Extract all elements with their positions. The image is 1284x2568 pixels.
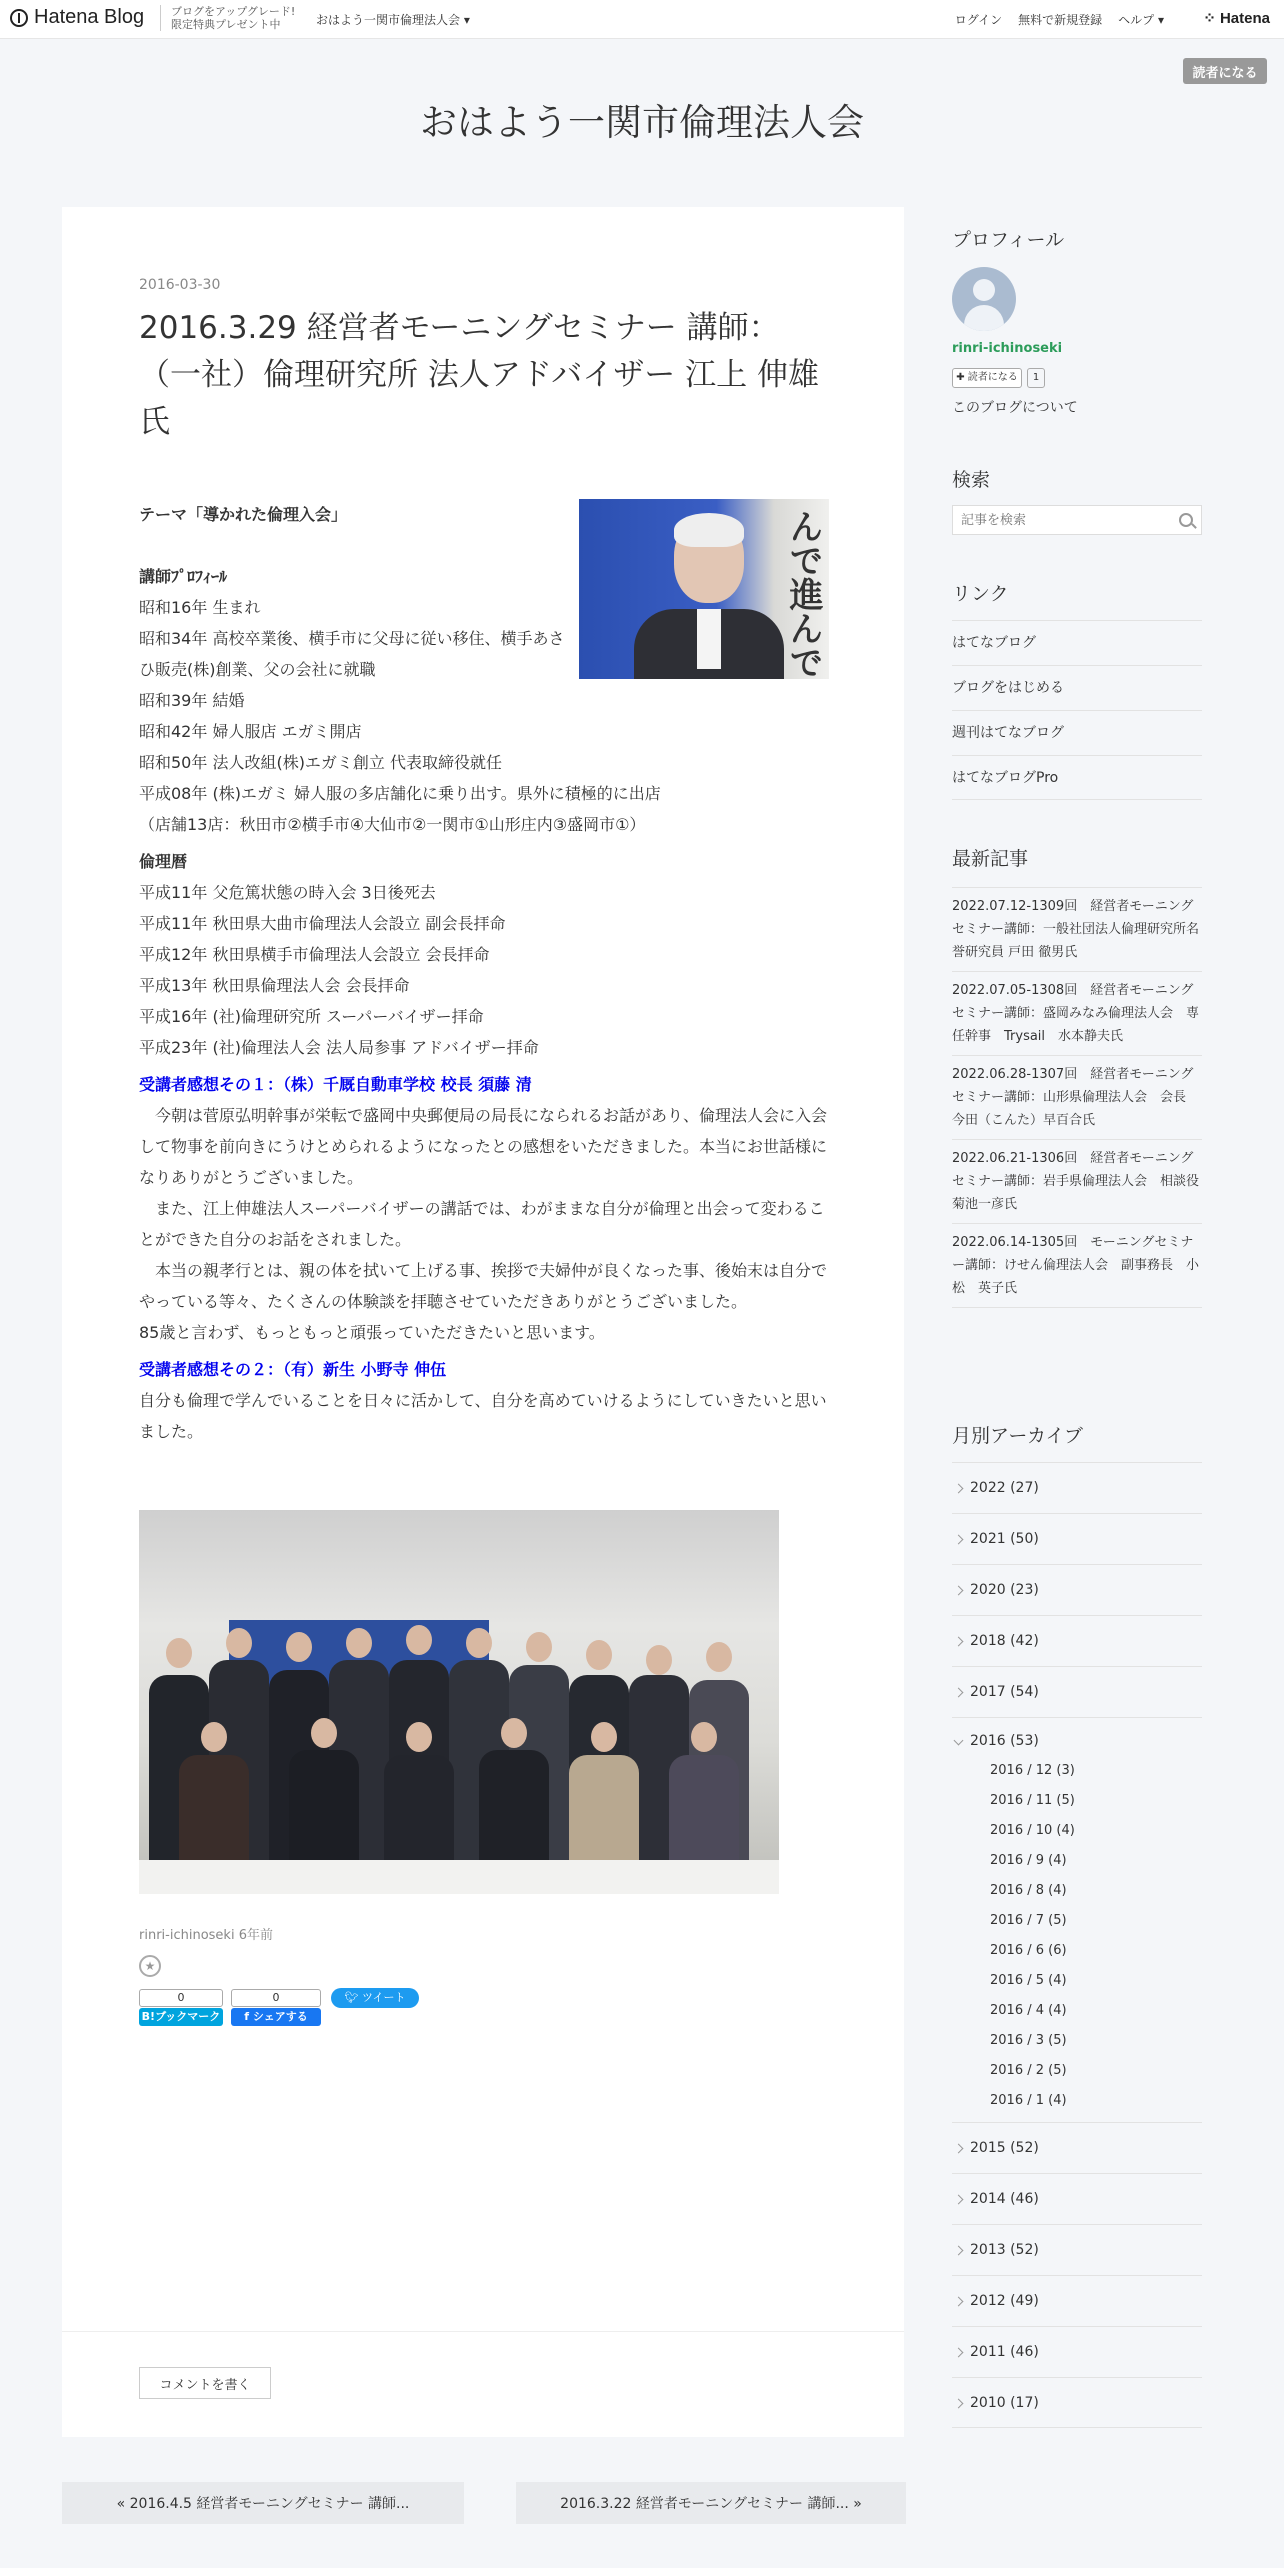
- profile-line: 昭和42年 婦人服店 エガミ開店: [139, 722, 362, 741]
- archive-month[interactable]: 2016 / 2 (5): [990, 2063, 1067, 2078]
- rinri-line: 平成11年 秋田県大曲市倫理法人会設立 副会長拝命: [139, 914, 506, 933]
- global-header: [0, 0, 1284, 39]
- profile-username[interactable]: rinri-ichinoseki: [952, 341, 1063, 356]
- recent-entries-list: [952, 887, 1213, 1308]
- blog-menu-dropdown[interactable]: おはよう一関市倫理法人会 ▾: [316, 13, 470, 27]
- archive-month[interactable]: 2016 / 12 (3): [990, 1763, 1075, 1778]
- archive-heading: 月別アーカイブ: [952, 1425, 1083, 1447]
- rinri-line: 平成13年 秋田県倫理法人会 会長拝命: [139, 976, 410, 995]
- archive-year[interactable]: 2015 (52): [952, 2122, 1202, 2173]
- links-list: [952, 620, 1202, 800]
- signup-link[interactable]: 無料で新規登録: [1018, 13, 1103, 27]
- facebook-share-button[interactable]: [231, 1989, 321, 2026]
- lecturer-photo: [579, 499, 829, 679]
- subscriber-count[interactable]: 1: [1027, 368, 1045, 388]
- archive-year[interactable]: 2020 (23): [952, 1564, 1202, 1615]
- bookmark-count: 0: [139, 1989, 223, 2007]
- comment-divider: [62, 2331, 904, 2332]
- archive-year[interactable]: 2014 (46): [952, 2173, 1202, 2224]
- hatena-logo-icon: [10, 9, 28, 27]
- rinri-line: 平成16年 (社)倫理研究所 スーパーバイザー拝命: [139, 1007, 484, 1026]
- photo-hair: [674, 513, 744, 547]
- rinri-line: 平成12年 秋田県横手市倫理法人会設立 会長拝命: [139, 945, 490, 964]
- entry-article: [62, 207, 904, 2437]
- bookmark-button[interactable]: [139, 1989, 223, 2026]
- photo-face: [591, 1722, 617, 1752]
- archive-year[interactable]: 2011 (46): [952, 2326, 1202, 2377]
- share-count: 0: [231, 1989, 321, 2007]
- search-input[interactable]: [959, 506, 1163, 534]
- profile-line: 平成08年 (株)エガミ 婦人服の多店舗化に乗り出す。県外に積極的に出店: [139, 784, 661, 803]
- impression1-paragraph: また、江上伸雄法人スーパーバイザーの講話では、わがままな自分が倫理と出会って変わることができた自分のお話をされました。: [139, 1199, 825, 1249]
- prev-entry-link[interactable]: « 2016.4.5 経営者モーニングセミナー 講師...: [62, 2482, 464, 2524]
- photo-face: [201, 1722, 227, 1752]
- promo-line-1: ブログをアップグレード!: [171, 5, 296, 18]
- recent-entry-link[interactable]: 2022.06.28-1307回 経営者モーニングセミナー講師：山形県倫理法人会 会長 今田（こんた）早百合氏: [952, 1055, 1202, 1139]
- search-heading: 検索: [952, 469, 991, 491]
- impression1-paragraph: 85歳と言わず、もっともっと頑張っていただきたいと思います。: [139, 1323, 605, 1342]
- hatena-dots-icon: ⁘: [1203, 10, 1220, 27]
- profile-line: （店舗13店：秋田市②横手市④大仙市②一関市①山形庄内③盛岡市①）: [139, 815, 646, 834]
- photo-shirt: [697, 609, 721, 669]
- recent-entry-link[interactable]: 2022.06.21-1306回 経営者モーニングセミナー講師：岩手県倫理法人会 相談役 菊池一彦氏: [952, 1139, 1202, 1223]
- archive-month[interactable]: 2016 / 10 (4): [990, 1823, 1075, 1838]
- avatar-head-shape: [973, 279, 995, 301]
- avatar-body-shape: [964, 305, 1004, 331]
- sidebar-subscribe-button[interactable]: ✚ 読者になる: [952, 368, 1022, 388]
- archive-year[interactable]: 2022 (27): [952, 1462, 1202, 1513]
- tweet-label: ツイート: [362, 1991, 406, 2004]
- upgrade-promo[interactable]: [160, 5, 295, 31]
- hatena-blog-logo[interactable]: [10, 6, 144, 29]
- links-heading: リンク: [952, 583, 1009, 605]
- archive-month[interactable]: 2016 / 3 (5): [990, 2033, 1067, 2048]
- photo-face: [526, 1632, 552, 1662]
- link-item[interactable]: 週刊はてなブログ: [952, 710, 1202, 755]
- photo-face: [466, 1628, 492, 1658]
- impression1-paragraph: 本当の親孝行とは、親の体を拭いて上げる事、挨拶で夫婦仲が良くなった事、後始末は自分でやっている等々、たくさんの体験談を拝聴させていただきありがとうございました。: [139, 1261, 828, 1311]
- archive-year[interactable]: 2016 (53): [952, 1718, 1202, 1756]
- impression1-paragraph: 今朝は菅原弘明幹事が栄転で盛岡中央郵便局の局長になられるお話があり、倫理法人会に入会して物事を前向きにうけとめられるようになったとの感想をいただきました。本当にお世話様になりありがとうございました。: [139, 1106, 828, 1187]
- help-menu[interactable]: ヘルプ ▾: [1118, 13, 1164, 27]
- promo-line-2: 限定特典プレゼント中: [171, 18, 281, 31]
- archive-year[interactable]: 2012 (49): [952, 2275, 1202, 2326]
- logo-text: Hatena Blog: [34, 6, 145, 28]
- archive-month[interactable]: 2016 / 5 (4): [990, 1973, 1067, 1988]
- archive-month[interactable]: 2016 / 8 (4): [990, 1883, 1067, 1898]
- archive-month[interactable]: 2016 / 11 (5): [990, 1793, 1075, 1808]
- photo-face: [586, 1640, 612, 1670]
- next-entry-link[interactable]: 2016.3.22 経営者モーニングセミナー 講師... »: [516, 2482, 906, 2524]
- photo-face: [346, 1628, 372, 1658]
- profile-line: 昭和16年 生まれ: [139, 598, 261, 617]
- archive-month[interactable]: 2016 / 7 (5): [990, 1913, 1067, 1928]
- photo-face: [166, 1638, 192, 1668]
- photo-foreground-table: [139, 1860, 779, 1894]
- link-item[interactable]: ブログをはじめる: [952, 665, 1202, 710]
- entry-author-time[interactable]: rinri-ichinoseki 6年前: [139, 1928, 273, 1943]
- link-item[interactable]: はてなブログPro: [952, 755, 1202, 800]
- share-label: f シェアする: [231, 2008, 321, 2026]
- entry-date[interactable]: 2016-03-30: [139, 277, 221, 293]
- photo-face: [501, 1718, 527, 1748]
- search-icon[interactable]: [1179, 513, 1193, 527]
- entry-body: [139, 499, 829, 1447]
- photo-face: [646, 1645, 672, 1675]
- link-item[interactable]: はてなブログ: [952, 620, 1202, 665]
- impression2-text: 自分も倫理で学んでいることを日々に活かして、自分を高めていけるようにしていきたいと思いました。: [139, 1391, 827, 1441]
- photo-banner-text: んで進んで: [783, 509, 823, 679]
- blog-title[interactable]: おはよう一関市倫理法人会: [420, 101, 864, 144]
- photo-face: [286, 1632, 312, 1662]
- profile-line: 昭和50年 法人改組(株)エガミ創立 代表取締役就任: [139, 753, 503, 772]
- archive-month[interactable]: 2016 / 4 (4): [990, 2003, 1067, 2018]
- recent-entry-link[interactable]: 2022.07.05-1308回 経営者モーニングセミナー講師：盛岡みなみ倫理法人会 専任幹事 Trysail 水本静夫氏: [952, 971, 1202, 1055]
- profile-line: 昭和39年 結婚: [139, 691, 245, 710]
- photo-face: [691, 1722, 717, 1752]
- archive-year[interactable]: 2010 (17): [952, 2377, 1202, 2428]
- bookmark-label: B!ブックマーク: [139, 2008, 223, 2026]
- rinri-line: 平成11年 父危篤状態の時入会 3日後死去: [139, 883, 436, 902]
- archive-year[interactable]: 2021 (50): [952, 1513, 1202, 1564]
- archive-month[interactable]: 2016 / 6 (6): [990, 1943, 1067, 1958]
- archive-year[interactable]: 2013 (52): [952, 2224, 1202, 2275]
- archive-year-expanded: [952, 1717, 1202, 2122]
- photo-face: [406, 1722, 432, 1752]
- photo-face: [406, 1625, 432, 1655]
- entry-title[interactable]: 2016.3.29 経営者モーニングセミナー 講師：（一社）倫理研究所 法人アドバイザー 江上 伸雄 氏: [139, 310, 819, 440]
- tweet-button[interactable]: [331, 1988, 419, 2008]
- profile-line: 昭和34年 高校卒業後、横手市に父母に従い移住、横手あさひ販売(株)創業、父の会社に就職: [139, 629, 565, 679]
- archive-month[interactable]: 2016 / 9 (4): [990, 1853, 1067, 1868]
- about-blog-link[interactable]: このブログについて: [952, 400, 1078, 416]
- login-link[interactable]: ログイン: [954, 13, 1003, 27]
- user-avatar[interactable]: [952, 267, 1016, 331]
- hatena-brand-text: Hatena: [1219, 10, 1270, 27]
- theme-line: テーマ「導かれた倫理入会」: [139, 505, 348, 524]
- write-comment-button[interactable]: コメントを書く: [139, 2367, 271, 2399]
- impression1-heading: 受講者感想その１：（株）千厩自動車学校 校長 須藤 清: [139, 1075, 532, 1094]
- archive-months: [952, 1756, 1202, 2122]
- rinri-heading: 倫理暦: [139, 852, 188, 871]
- profile-heading: 講師ﾌﾟﾛﾌｨｰﾙ: [139, 567, 228, 586]
- add-star-icon[interactable]: ★: [139, 1955, 161, 1977]
- photo-face: [706, 1642, 732, 1672]
- group-photo: [139, 1510, 779, 1894]
- impression2-heading: 受講者感想その２：（有）新生 小野寺 伸伍: [139, 1360, 447, 1379]
- photo-face: [226, 1628, 252, 1658]
- twitter-bird-icon: 🐦︎: [344, 1991, 362, 2004]
- photo-face: [311, 1718, 337, 1748]
- recent-heading: 最新記事: [952, 848, 1029, 870]
- archive-year[interactable]: 2018 (42): [952, 1615, 1202, 1666]
- profile-heading: プロフィール: [952, 229, 1065, 251]
- archive-year[interactable]: 2017 (54): [952, 1666, 1202, 1717]
- search-box: [952, 505, 1202, 535]
- archive-month[interactable]: 2016 / 1 (4): [990, 2093, 1067, 2108]
- hatena-brand-link[interactable]: [1203, 9, 1270, 27]
- top-links: [955, 11, 1164, 28]
- subscribe-button[interactable]: 読者になる: [1183, 58, 1267, 84]
- recent-entry-link[interactable]: 2022.06.14-1305回 モーニングセミナー講師：けせん倫理法人会 副事務長 小松 英子氏: [952, 1223, 1202, 1308]
- rinri-line: 平成23年 (社)倫理法人会 法人局参事 アドバイザー拝命: [139, 1038, 539, 1057]
- recent-entry-link[interactable]: 2022.07.12-1309回 経営者モーニングセミナー講師：一般社団法人倫理研究所名誉研究員 戸田 徹男氏: [952, 887, 1202, 971]
- archive-list: [952, 1462, 1202, 2428]
